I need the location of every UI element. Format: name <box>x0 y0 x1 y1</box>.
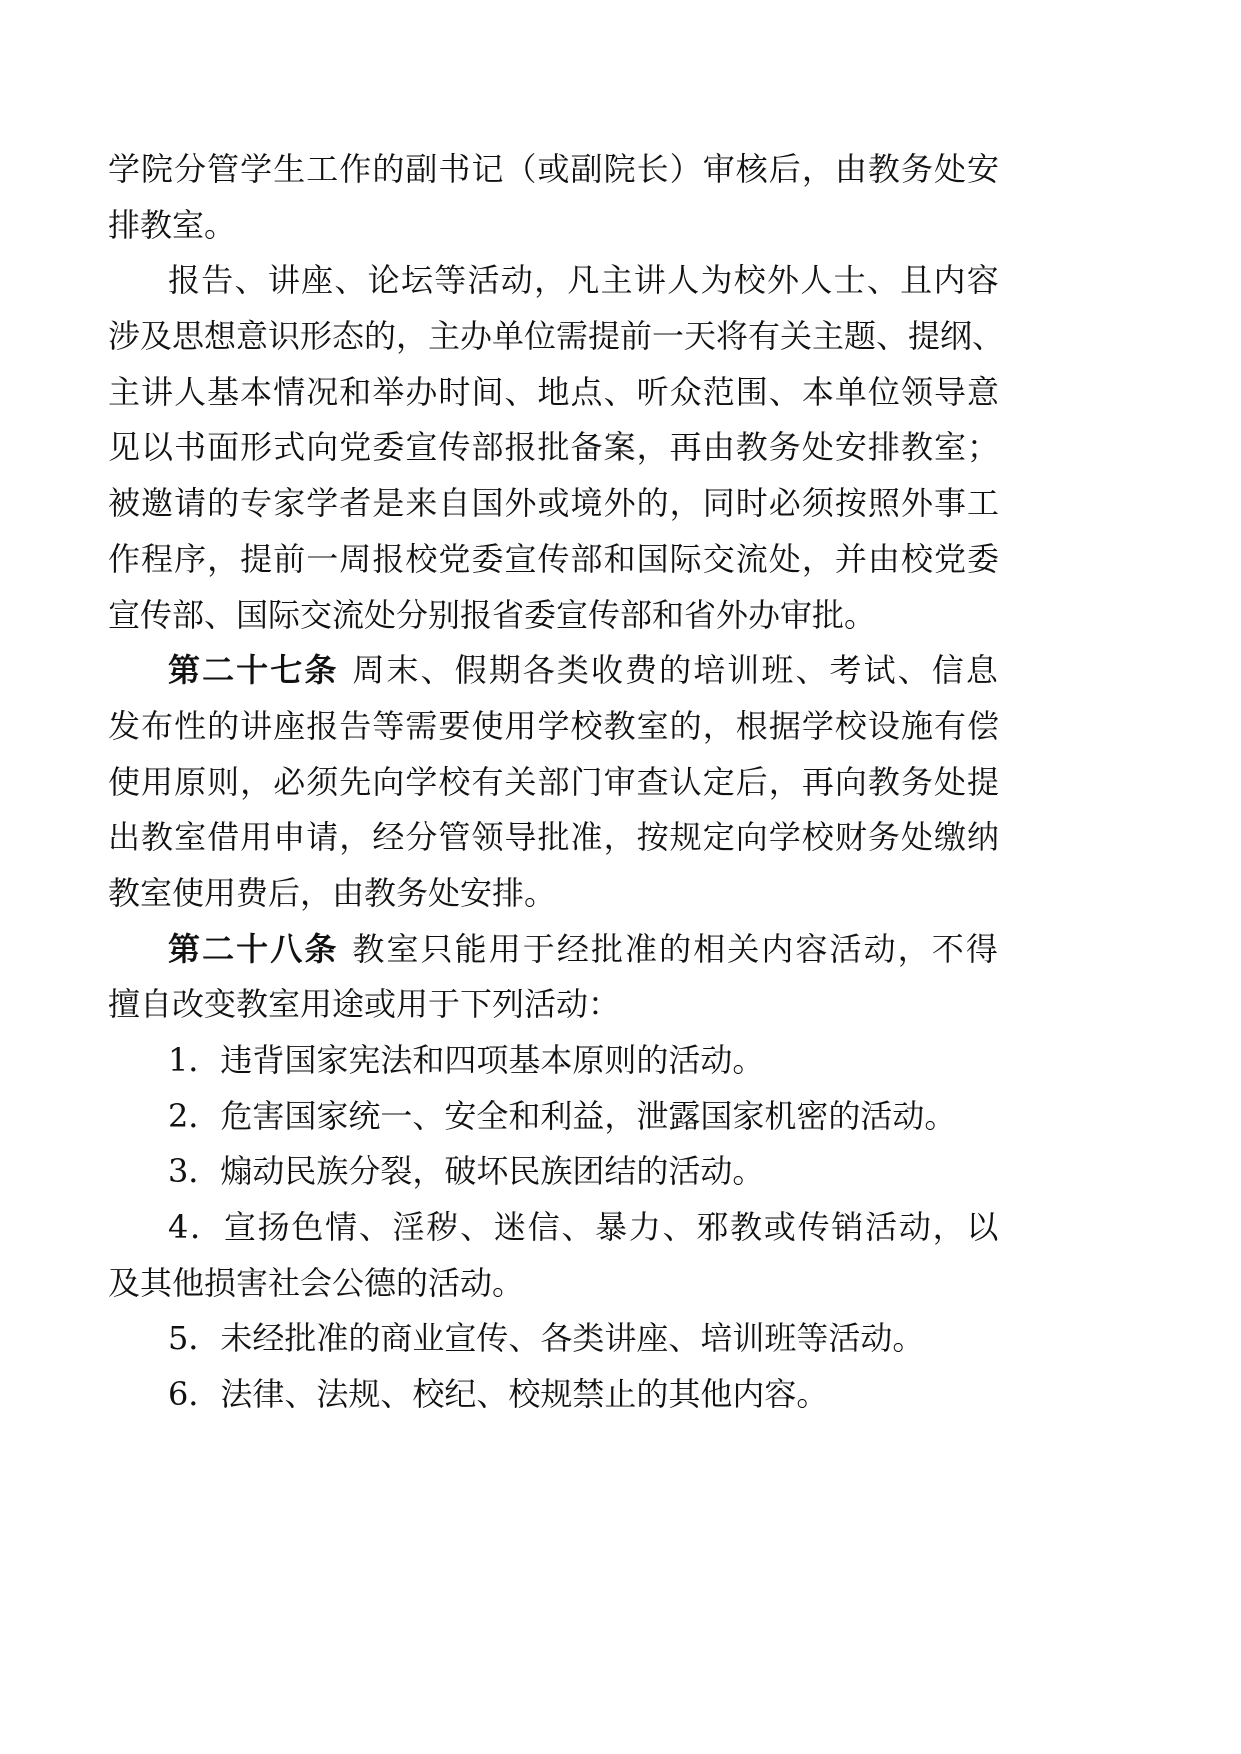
line-text: 教室使用费后，由教务处安排。 <box>108 873 557 912</box>
text-line <box>108 253 1000 309</box>
line-content <box>108 977 620 1033</box>
line-content <box>168 643 1000 699</box>
line-text: 主讲人基本情况和举办时间、地点、听众范围、本单位领导意 <box>108 372 1001 411</box>
line-text: 周末、假期各类收费的培训班、考试、信息 <box>352 651 1000 690</box>
line-content <box>108 532 1000 588</box>
line-content <box>108 420 1000 476</box>
line-text: 5．未经批准的商业宣传、各类讲座、培训班等活动。 <box>168 1319 925 1358</box>
text-line <box>108 588 1000 644</box>
text-line <box>108 922 1000 978</box>
text-line <box>108 476 1000 532</box>
line-text: 学院分管学生工作的副书记（或副院长）审核后，由教务处安 <box>108 150 1001 188</box>
line-text: 6．法律、法规、校纪、校规禁止的其他内容。 <box>168 1375 829 1414</box>
line-text: 及其他损害社会公德的活动。 <box>108 1263 525 1302</box>
line-content <box>108 142 1000 198</box>
line-content <box>108 309 1004 365</box>
text-line <box>108 643 1000 699</box>
line-text: 擅自改变教室用途或用于下列活动： <box>108 985 621 1024</box>
document-body <box>108 142 1005 1423</box>
line-content <box>108 755 1000 811</box>
text-line <box>108 1367 1000 1423</box>
line-text: 报告、讲座、论坛等活动，凡主讲人为校外人士、且内容 <box>168 261 1001 300</box>
line-content <box>108 365 1000 421</box>
line-text: 3．煽动民族分裂，破坏民族团结的活动。 <box>168 1152 765 1191</box>
line-text: 2．危害国家统一、安全和利益，泄露国家机密的活动。 <box>168 1096 957 1135</box>
line-content <box>108 198 236 254</box>
line-content <box>168 922 1000 978</box>
line-text: 教室只能用于经批准的相关内容活动，不得 <box>352 929 1000 968</box>
article-heading: 第二十七条 <box>168 651 339 690</box>
text-line <box>108 866 1000 922</box>
text-line <box>108 365 1000 421</box>
text-line <box>108 1089 1000 1145</box>
line-content <box>168 253 1000 309</box>
text-line <box>108 1144 1000 1200</box>
line-content <box>108 588 876 644</box>
article-heading: 第二十八条 <box>168 929 339 968</box>
text-line <box>108 755 1000 811</box>
text-line <box>108 309 1005 365</box>
line-text: 出教室借用申请，经分管领导批准，按规定向学校财务处缴纳 <box>108 818 1001 857</box>
line-text: 宣传部、国际交流处分别报省委宣传部和省外办审批。 <box>108 595 877 634</box>
text-line <box>108 699 1000 755</box>
text-line <box>108 1033 1000 1089</box>
line-text: 被邀请的专家学者是来自国外或境外的，同时必须按照外事工 <box>108 484 1001 523</box>
line-content <box>108 810 1000 866</box>
line-content <box>108 1256 524 1312</box>
line-content <box>108 866 556 922</box>
text-line <box>108 1311 1000 1367</box>
text-line <box>108 1200 1000 1256</box>
line-content <box>168 1033 764 1089</box>
line-content <box>168 1367 828 1423</box>
line-text: 见以书面形式向党委宣传部报批备案，再由教务处安排教室； <box>108 428 1001 467</box>
line-content <box>108 476 1000 532</box>
text-line <box>108 532 1000 588</box>
line-content <box>168 1144 764 1200</box>
text-line <box>108 420 1000 476</box>
text-line <box>108 810 1000 866</box>
line-text: 使用原则，必须先向学校有关部门审查认定后，再向教务处提 <box>108 762 1001 801</box>
line-content <box>108 699 1000 755</box>
text-line <box>108 977 1000 1033</box>
text-line <box>108 142 1000 198</box>
line-text: 排教室。 <box>108 205 237 244</box>
line-content <box>168 1200 1000 1256</box>
line-text: 4．宣扬色情、淫秽、迷信、暴力、邪教或传销活动，以 <box>168 1208 1001 1247</box>
line-text: 涉及思想意识形态的，主办单位需提前一天将有关主题、提纲、 <box>108 317 1005 356</box>
line-text: 发布性的讲座报告等需要使用学校教室的，根据学校设施有偿 <box>108 706 1001 745</box>
text-line <box>108 1256 1000 1312</box>
text-line <box>108 198 1000 254</box>
line-text: 1．违背国家宪法和四项基本原则的活动。 <box>168 1041 765 1079</box>
line-content <box>168 1311 924 1367</box>
line-content <box>168 1089 956 1145</box>
line-text: 作程序，提前一周报校党委宣传部和国际交流处，并由校党委 <box>108 539 1001 578</box>
